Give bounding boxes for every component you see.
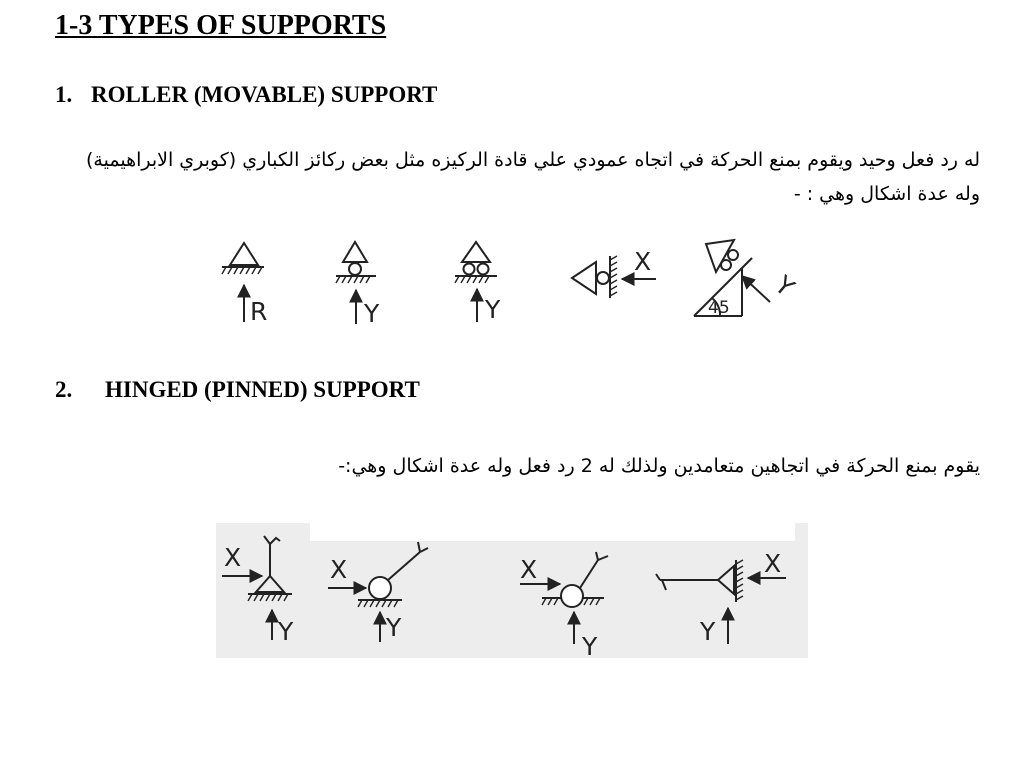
section-number: 1. [55,82,73,107]
reaction-label-x: X [224,543,242,572]
reaction-label-x: X [520,555,538,584]
reaction-label-y: Y [700,617,716,646]
roller-support-double-roller [455,242,501,324]
section-heading-text: HINGED (PINNED) SUPPORT [105,377,420,402]
reaction-label-y: Y [386,613,402,642]
reaction-label: Y [769,270,800,303]
figure-background [216,523,808,658]
roller-support-inclined [694,240,800,318]
reaction-label-y: Y [278,617,294,646]
angle-label: 45 [708,298,730,318]
roller-support-figure [222,240,800,328]
reaction-label-x: X [764,549,782,578]
roller-support-triangle [222,243,267,326]
roller-support-wall [572,247,656,298]
reaction-label: Y [364,299,380,328]
hinged-support-figure [216,523,808,661]
roller-support-description: له رد فعل وحيد ويقوم بمنع الحركة في اتجاه عمودي علي قادة الركيزه مثل بعض ركائز الكباري (كوبري الابراهيمية) وله عدة اشكال وهي : - [86,149,980,205]
reaction-label: R [250,297,268,326]
reaction-label: Y [485,295,501,324]
section-number: 2. [55,377,73,402]
section-heading-text: ROLLER (MOVABLE) SUPPORT [91,82,438,107]
reaction-arrow [742,276,770,302]
hinged-support-description: يقوم بمنع الحركة في اتجاهين متعامدين ولذلك له 2 رد فعل وله عدة اشكال وهي:- [338,455,980,477]
roller-support-single-roller [336,242,380,328]
reaction-label-x: X [330,555,348,584]
reaction-label: X [634,247,652,276]
slide-title: 1-3 TYPES OF SUPPORTS [55,10,387,41]
reaction-label-y: Y [582,632,598,661]
